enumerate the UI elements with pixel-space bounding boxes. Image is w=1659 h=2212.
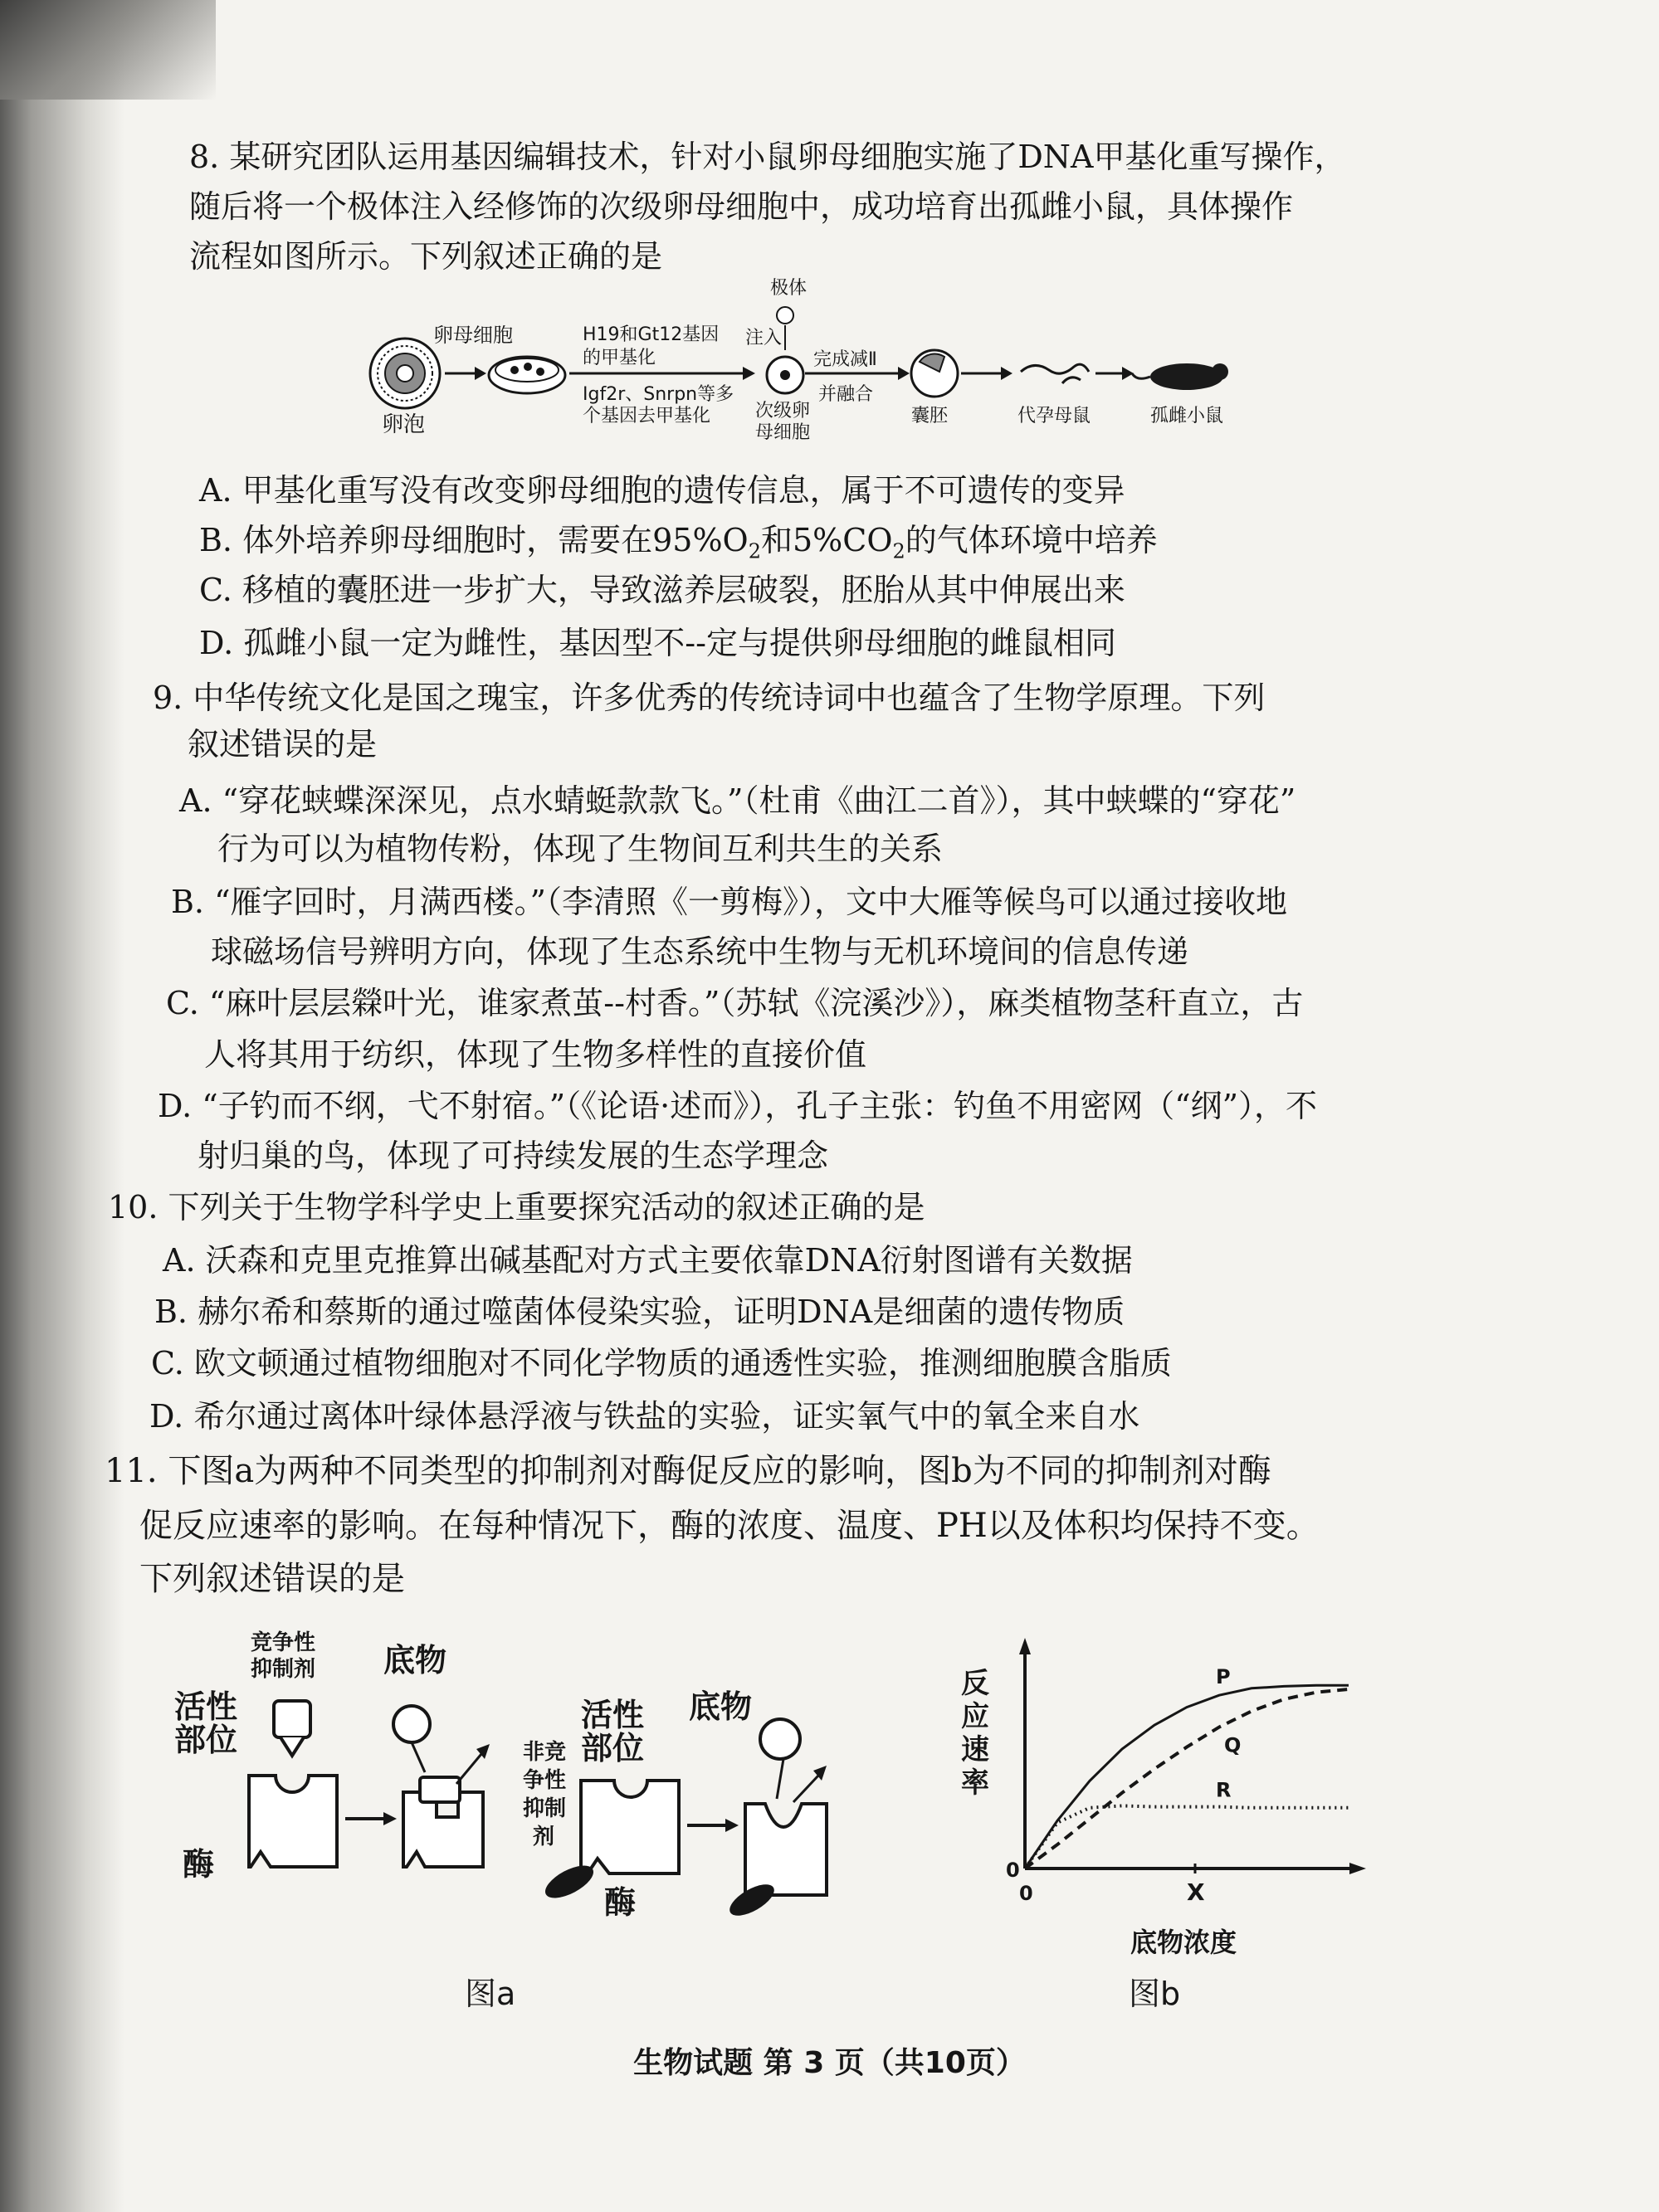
figure-b-caption: 图b bbox=[1129, 1976, 1181, 2012]
x-tick-label: X bbox=[1187, 1878, 1205, 1906]
competitive-inhibitor-label-2: 抑制剂 bbox=[251, 1657, 316, 1682]
surrogate-mouse-icon bbox=[1021, 364, 1089, 383]
substrate-2-icon bbox=[760, 1719, 800, 1759]
q10-stem: 10. 下列关于生物学科学史上重要探究活动的叙述正确的是 bbox=[108, 1189, 925, 1225]
q9-option-b-2: 球磁场信号辨明方向，体现了生态系统中生物与无机环境间的信息传递 bbox=[211, 933, 1189, 970]
q9-stem-2: 叙述错误的是 bbox=[188, 726, 378, 763]
q10-option-c: C. 欧文顿通过植物细胞对不同化学物质的通透性实验，推测细胞膜含脂质 bbox=[151, 1345, 1172, 1381]
q11-stem-3: 下列叙述错误的是 bbox=[139, 1560, 405, 1598]
blastocyst-icon bbox=[911, 350, 958, 397]
q9-stem-1: 9. 中华传统文化是国之瑰宝，许多优秀的传统诗词中也蕴含了生物学原理。下列 bbox=[153, 680, 1266, 716]
secondary-oocyte-label-1: 次级卵 bbox=[755, 401, 811, 421]
q9-option-a-2: 行为可以为植物传粉，体现了生物间互利共生的关系 bbox=[217, 831, 944, 867]
q9-option-b-1: B. “雁字回时，月满西楼。”（李清照《一剪梅》），文中大雁等候鸟可以通过接收地 bbox=[171, 884, 1287, 920]
series-label-p: P bbox=[1216, 1665, 1231, 1689]
follicle-icon bbox=[370, 339, 440, 408]
polar-body-icon bbox=[777, 307, 793, 324]
meiosis-label-1: 完成减Ⅱ bbox=[813, 349, 877, 370]
substrate-2-label: 底物 bbox=[689, 1688, 753, 1725]
active-site-label-2: 部位 bbox=[174, 1722, 238, 1758]
series-label-r: R bbox=[1216, 1778, 1232, 1802]
q9-option-a-1: A. “穿花蛱蝶深深见，点水蜻蜓款款飞。”（杜甫《曲江二首》），其中蛱蝶的“穿花” bbox=[179, 782, 1296, 819]
noncompetitive-label-2: 争性 bbox=[523, 1768, 567, 1793]
q10-option-a: A. 沃森和克里克推算出碱基配对方式主要依靠DNA衍射图谱有关数据 bbox=[163, 1242, 1133, 1279]
page-footer: 生物试题 第 3 页（共10页） bbox=[633, 2046, 1026, 2080]
q8-stem-2: 随后将一个极体注入经修饰的次级卵母细胞中，成功培育出孤雌小鼠，具体操作 bbox=[189, 188, 1294, 225]
noncompetitive-label-3: 抑制 bbox=[523, 1796, 567, 1821]
series-line-q bbox=[1025, 1689, 1349, 1869]
y-axis-label-1: 反 bbox=[961, 1667, 989, 1700]
enzyme-4-shape bbox=[745, 1804, 827, 1895]
series-line-p bbox=[1025, 1685, 1349, 1869]
oocyte-label: 卵母细胞 bbox=[433, 324, 513, 347]
q8-option-c: C. 移植的囊胚进一步扩大，导致滋养层破裂，胚胎从其中伸展出来 bbox=[199, 572, 1125, 608]
mouse-label: 孤雌小鼠 bbox=[1150, 406, 1224, 426]
x-axis-arrow bbox=[1349, 1863, 1366, 1874]
q10-option-d: D. 希尔通过离体叶绿体悬浮液与铁盐的实验，证实氧气中的氧全来自水 bbox=[149, 1398, 1140, 1435]
enzyme-1-shape bbox=[249, 1776, 337, 1867]
q11-stem-1: 11. 下图a为两种不同类型的抑制剂对酶促反应的影响，图b为不同的抑制剂对酶 bbox=[105, 1452, 1271, 1490]
active-site-2-label-1: 活性 bbox=[581, 1697, 645, 1733]
y-axis-arrow bbox=[1019, 1638, 1031, 1654]
origin-y-label: 0 bbox=[1006, 1859, 1020, 1882]
demethylation-label-2: 个基因去甲基化 bbox=[583, 406, 711, 426]
q8-stem-3: 流程如图所示。下列叙述正确的是 bbox=[189, 238, 663, 275]
q8-option-a: A. 甲基化重写没有改变卵母细胞的遗传信息，属于不可遗传的变异 bbox=[199, 472, 1125, 509]
y-axis-label-4: 率 bbox=[961, 1766, 989, 1800]
series-line-r bbox=[1025, 1805, 1349, 1869]
q9-option-c-1: C. “麻叶层层檾叶光，谁家煮茧--村香。”（苏轼《浣溪沙》），麻类植物茎秆直立，古 bbox=[166, 985, 1304, 1021]
q9-option-d-1: D. “子钓而不纲，弋不射宿。”（《论语·述而》），孔子主张：钓鱼不用密网（“纲”），不 bbox=[158, 1088, 1318, 1124]
q8-stem-1: 8. 某研究团队运用基因编辑技术，针对小鼠卵母细胞实施了DNA甲基化重写操作， bbox=[189, 139, 1346, 175]
enzyme-2-label: 酶 bbox=[604, 1884, 637, 1921]
methylation-label-1: H19和Gt12基因 bbox=[583, 324, 720, 345]
q9-option-c-2: 人将其用于纺织，体现了生物多样性的直接价值 bbox=[204, 1036, 867, 1073]
q8-option-d: D. 孤雌小鼠一定为雌性，基因型不--定与提供卵母细胞的雌鼠相同 bbox=[199, 625, 1116, 661]
substrate-label: 底物 bbox=[383, 1642, 447, 1678]
surrogate-label: 代孕母鼠 bbox=[1017, 406, 1091, 426]
secondary-oocyte-label-2: 母细胞 bbox=[755, 422, 811, 443]
demethylation-label-1: Igf2r、Snrpn等多 bbox=[583, 384, 734, 405]
meiosis-label-2: 并融合 bbox=[818, 384, 874, 405]
figure-a bbox=[149, 1626, 938, 2033]
enzyme-3-shape bbox=[581, 1781, 679, 1873]
active-site-label-1: 活性 bbox=[174, 1688, 238, 1725]
q8-flow-diagram bbox=[365, 274, 1295, 448]
enzyme-label: 酶 bbox=[183, 1846, 215, 1883]
q10-option-b: B. 赫尔希和蔡斯的通过噬菌体侵染实验，证明DNA是细菌的遗传物质 bbox=[154, 1294, 1125, 1330]
methylation-label-2: 的甲基化 bbox=[583, 348, 656, 368]
active-site-2-label-2: 部位 bbox=[581, 1730, 645, 1766]
figure-b-chart bbox=[946, 1626, 1378, 2033]
q8-option-b: B. 体外培养卵母细胞时，需要在$95\%O_2$和$5\%CO_2$的气体环境中培养 bbox=[199, 522, 1158, 563]
noncompetitive-label-4: 剂 bbox=[533, 1825, 555, 1849]
origin-x-label: 0 bbox=[1019, 1882, 1033, 1905]
q9-option-d-2: 射归巢的鸟，体现了可持续发展的生态学理念 bbox=[198, 1138, 829, 1174]
follicle-label: 卵泡 bbox=[382, 412, 426, 437]
culture-dish-icon bbox=[489, 357, 565, 393]
series-group bbox=[1025, 1665, 1349, 1869]
competitive-inhibitor-label-1: 竞争性 bbox=[251, 1630, 316, 1655]
bound-inhibitor-icon bbox=[420, 1777, 460, 1802]
y-axis-label-2: 应 bbox=[961, 1700, 989, 1733]
parthenogenetic-mouse-icon bbox=[1132, 363, 1228, 390]
y-axis-label-3: 速 bbox=[961, 1733, 989, 1766]
q11-stem-2: 促反应速率的影响。在每种情况下，酶的浓度、温度、PH以及体积均保持不变。 bbox=[139, 1507, 1320, 1545]
inject-label: 注入 bbox=[745, 328, 783, 348]
competitive-inhibitor-icon bbox=[274, 1701, 310, 1756]
noncompetitive-label-1: 非竞 bbox=[523, 1740, 567, 1765]
secondary-oocyte-icon bbox=[767, 357, 803, 393]
figure-a-caption: 图a bbox=[465, 1976, 516, 2012]
x-axis-label: 底物浓度 bbox=[1130, 1927, 1237, 1958]
series-label-q: Q bbox=[1224, 1733, 1242, 1757]
blastocyst-label: 囊胚 bbox=[911, 406, 949, 426]
polar-body-label: 极体 bbox=[770, 278, 808, 299]
substrate-icon bbox=[393, 1706, 430, 1742]
